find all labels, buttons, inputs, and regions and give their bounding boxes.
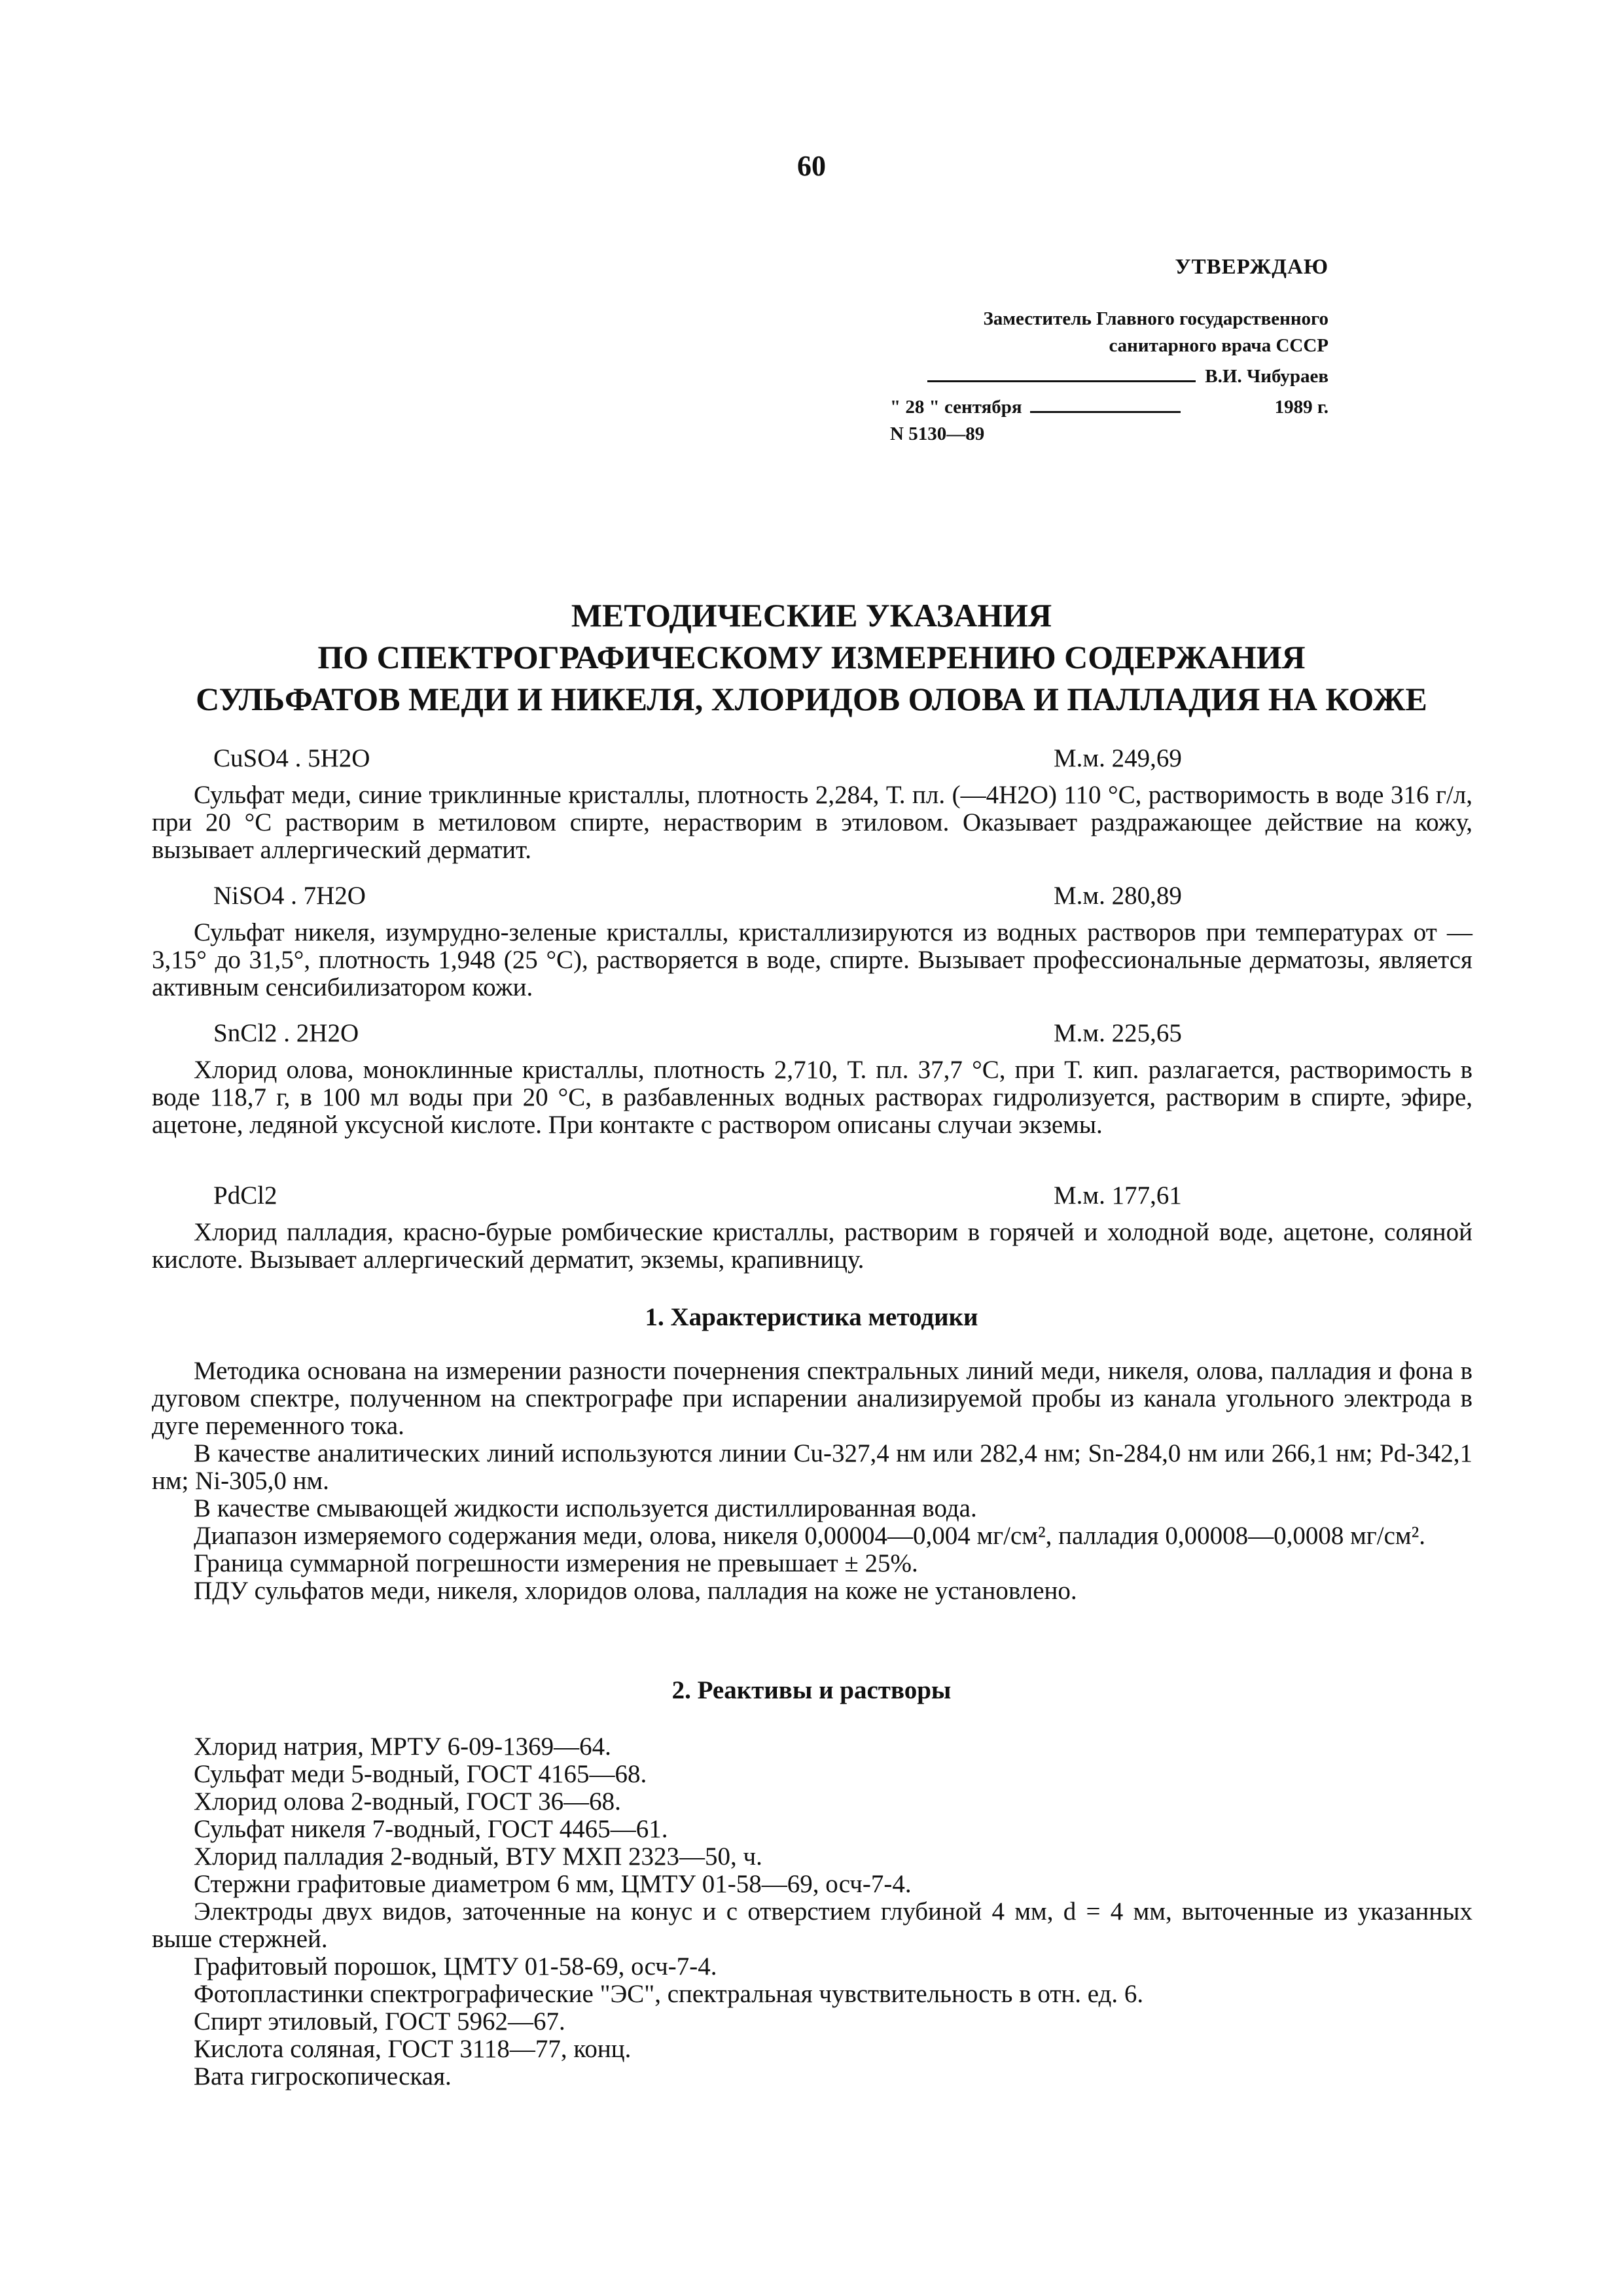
section-2-heading: 2. Реактивы и растворы xyxy=(671,1676,952,1704)
substance-formula: CuSO4 . 5H2O xyxy=(213,744,370,772)
list-item: Стержни графитовые диаметром 6 мм, ЦМТУ 01-58—69, осч-7-4. xyxy=(194,1870,912,1898)
list-item: Спирт этиловый, ГОСТ 5962—67. xyxy=(194,2007,565,2036)
substance-cuso4 xyxy=(152,744,1472,864)
paragraph: Методика основана на измерении разности почернения спектральных линий меди, никеля, олова, палладия и фона в дуговом спектре, полученном на спектрографе при испарении анализируемой пробы из канала угольного электрода в дуге переменного тока. xyxy=(152,1357,1472,1440)
date-blank xyxy=(1030,390,1181,413)
title-line-2: ПО СПЕКТРОГРАФИЧЕСКОМУ ИЗМЕРЕНИЮ СОДЕРЖАНИЯ xyxy=(317,639,1306,675)
approval-position-line2: санитарного врача СССР xyxy=(1109,335,1329,356)
substance-description: Сульфат меди, синие триклинные кристаллы, плотность 2,284, Т. пл. (—4H2O) 110 °С, растворимость в воде 316 г/л, при 20 °С растворим в метиловом спирте, нерастворим в этиловом. Оказывает раздражающее действие на кожу, вызывает аллергический дерматит. xyxy=(152,781,1472,864)
substance-formula: NiSO4 . 7H2O xyxy=(213,882,366,910)
substance-header xyxy=(152,881,1472,911)
substance-header xyxy=(152,1018,1472,1049)
list-item: Хлорид олова 2-водный, ГОСТ 36—68. xyxy=(194,1787,621,1816)
list-item: Сульфат никеля 7-водный, ГОСТ 4465—61. xyxy=(194,1815,668,1843)
approval-signer: В.И. Чибураев xyxy=(1205,366,1329,387)
list-item: Хлорид натрия, МРТУ 6-09-1369—64. xyxy=(194,1732,611,1761)
list-item: Сульфат меди 5-водный, ГОСТ 4165—68. xyxy=(194,1760,647,1788)
substance-header xyxy=(152,1181,1472,1211)
signature-blank xyxy=(927,359,1196,382)
title-line-1: МЕТОДИЧЕСКИЕ УКАЗАНИЯ xyxy=(571,597,1052,634)
substance-description: Сульфат никеля, изумрудно-зеленые кристаллы, кристаллизируются из водных растворов при температурах от —3,15° до 31,5°, плотность 1,948 (25 °С), растворяется в воде, спирте. Вызывает профессиональные дерматозы, является активным сенсибилизатором кожи. xyxy=(152,918,1472,1001)
approval-date-year: 1989 г. xyxy=(1274,397,1329,418)
approval-title: УТВЕРЖДАЮ xyxy=(1175,255,1329,279)
approval-block xyxy=(890,254,1329,448)
paragraph: Граница суммарной погрешности измерения не превышает ± 25%. xyxy=(194,1549,918,1577)
approval-position-line1: Заместитель Главного государственного xyxy=(983,308,1329,329)
page-number: 60 xyxy=(797,150,826,182)
substance-description: Хлорид олова, моноклинные кристаллы, плотность 2,710, Т. пл. 37,7 °С, при Т. кип. разлагается, растворимость в воде 118,7 г, в 100 мл воды при 20 °С, в разбавленных водных растворах гидролизуется, растворим в спирте, эфире, ацетоне, ледяной уксусной кислоте. При контакте с раствором описаны случаи экземы. xyxy=(152,1056,1472,1139)
section-1-body xyxy=(152,1357,1472,1605)
list-item: Кислота соляная, ГОСТ 3118—77, конц. xyxy=(194,2035,632,2063)
approval-date-day: " 28 " сентября xyxy=(890,397,1022,418)
paragraph: Диапазон измеряемого содержания меди, олова, никеля 0,00004—0,004 мг/см², палладия 0,00008—0,0008 мг/см². xyxy=(194,1522,1426,1550)
list-item: Фотопластинки спектрографические "ЭС", спектральная чувствительность в отн. ед. 6. xyxy=(194,1980,1144,2008)
title-line-3: СУЛЬФАТОВ МЕДИ И НИКЕЛЯ, ХЛОРИДОВ ОЛОВА И ПАЛЛАДИЯ НА КОЖЕ xyxy=(196,681,1427,717)
list-item: Графитовый порошок, ЦМТУ 01-58-69, осч-7-4. xyxy=(194,1952,717,1981)
substance-header xyxy=(152,744,1472,774)
substance-niso4 xyxy=(152,881,1472,1001)
substance-sncl2 xyxy=(152,1018,1472,1139)
molar-mass: М.м. 280,89 xyxy=(1054,882,1182,910)
paragraph: В качестве аналитических линий используются линии Cu-327,4 нм или 282,4 нм; Sn-284,0 нм или 266,1 нм; Pd-342,1 нм; Ni-305,0 нм. xyxy=(152,1439,1472,1495)
section-1-heading: 1. Характеристика методики xyxy=(645,1303,978,1331)
document-title xyxy=(0,594,1623,720)
molar-mass: М.м. 225,65 xyxy=(1054,1019,1182,1047)
substance-pdcl2 xyxy=(152,1181,1472,1274)
substance-formula: SnCl2 . 2H2O xyxy=(213,1019,359,1047)
list-item: Вата гигроскопическая. xyxy=(194,2062,452,2090)
section-2-list xyxy=(152,1733,1472,2090)
signature-row xyxy=(890,359,1329,390)
approval-number: N 5130—89 xyxy=(890,423,985,444)
list-item: Электроды двух видов, заточенные на конус и с отверстием глубиной 4 мм, d = 4 мм, выточенные из указанных выше стержней. xyxy=(152,1897,1472,1953)
molar-mass: М.м. 177,61 xyxy=(1054,1181,1182,1210)
paragraph: В качестве смывающей жидкости используется дистиллированная вода. xyxy=(194,1494,977,1522)
molar-mass: М.м. 249,69 xyxy=(1054,744,1182,772)
paragraph: ПДУ сульфатов меди, никеля, хлоридов олова, палладия на коже не установлено. xyxy=(194,1577,1077,1605)
date-row xyxy=(890,390,1329,421)
list-item: Хлорид палладия 2-водный, ВТУ МХП 2323—50, ч. xyxy=(194,1842,762,1871)
substance-formula: PdCl2 xyxy=(213,1181,277,1210)
substance-description: Хлорид палладия, красно-бурые ромбические кристаллы, растворим в горячей и холодной воде, ацетоне, соляной кислоте. Вызывает аллергический дерматит, экземы, крапивницу. xyxy=(152,1218,1472,1274)
